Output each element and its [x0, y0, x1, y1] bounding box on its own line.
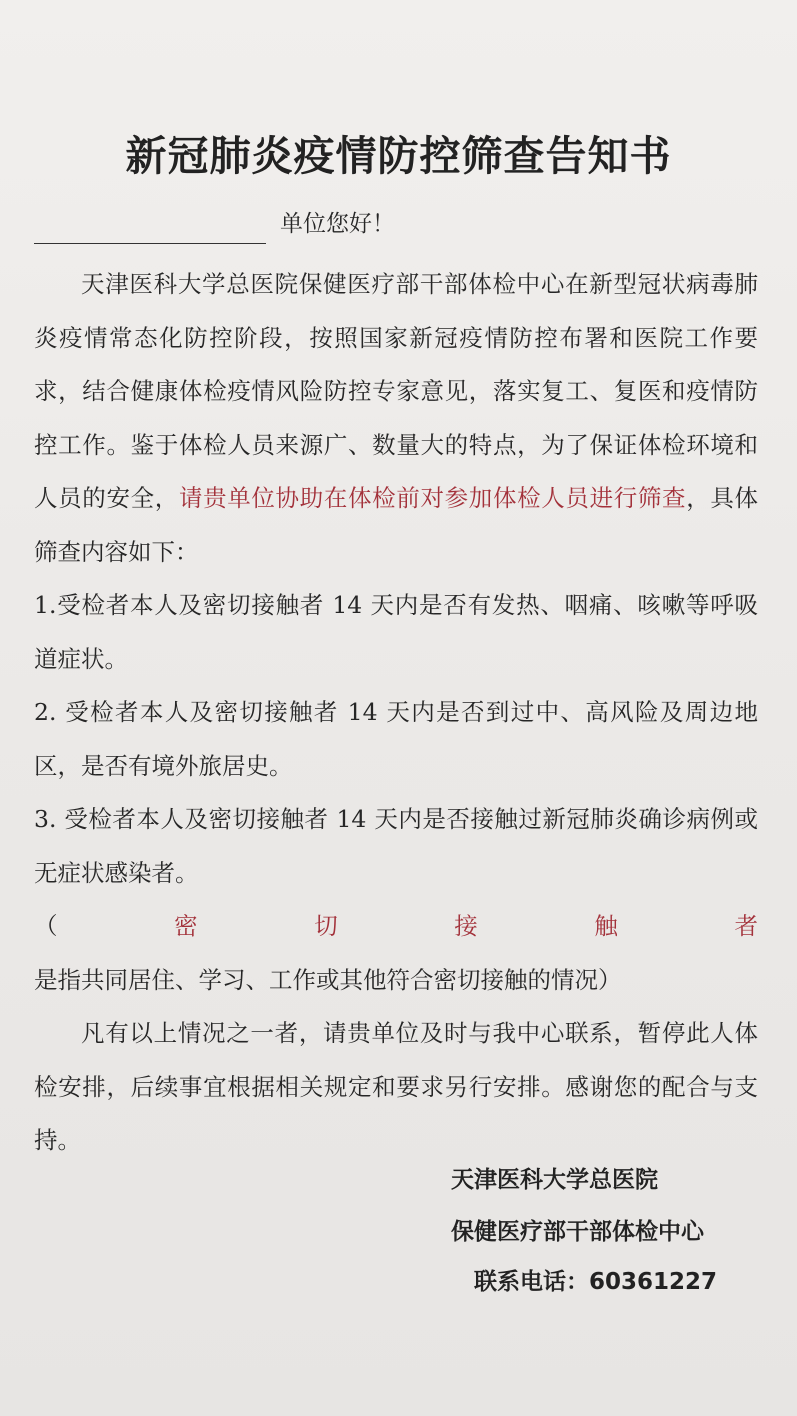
signature-contact-phone: 联系电话：60361227: [474, 1269, 718, 1295]
recipient-blank-line: [34, 211, 266, 244]
note-open-paren: （: [34, 912, 175, 940]
intro-text: 天津医科大学总医院保健医疗部干部体检中心在新型冠状病毒肺炎疫情常态化防控阶段，按照国家新冠疫情防控布署和医院工作要求，结合健康体检疫情风险防控专家意见，落实复工、复医和疫情防控工作。鉴于体检人员来源广、数量大的特点，为了保证体检环境和人员的安全，: [34, 270, 758, 512]
signature-hospital: 天津医科大学总医院: [451, 1167, 658, 1193]
intro-paragraph: [34, 258, 758, 579]
signature-department: 保健医疗部干部体检中心: [451, 1219, 704, 1245]
close-contact-note: [34, 900, 758, 1007]
salutation: [34, 204, 754, 244]
screening-item-3: 3. 受检者本人及密切接触者 14 天内是否接触过新冠肺炎确诊病例或无症状感染者。: [34, 805, 758, 887]
screening-item-1: 1.受检者本人及密切接触者 14 天内是否有发热、咽痛、咳嗽等呼吸道症状。: [34, 591, 758, 673]
note-definition: 是指共同居住、学习、工作或其他符合密切接触的情况）: [34, 965, 622, 994]
screening-item-2: 2. 受检者本人及密切接触者 14 天内是否到过中、高风险及周边地区，是否有境外旅居史。: [34, 698, 758, 780]
closing-paragraph: 凡有以上情况之一者，请贵单位及时与我中心联系，暂停此人体检安排，后续事宜根据相关规定和要求另行安排。感谢您的配合与支持。: [34, 1019, 758, 1154]
document-title: 新冠肺炎疫情防控筛查告知书: [125, 132, 672, 180]
intro-highlight: 请贵单位协助在体检前对参加体检人员进行筛查: [178, 484, 687, 512]
note-term: 密切接触者: [174, 912, 759, 940]
intro-text-end: ，具体筛查内容如下：: [34, 484, 759, 566]
salutation-text: 单位您好！: [280, 211, 395, 237]
notice-body: [34, 258, 758, 1168]
